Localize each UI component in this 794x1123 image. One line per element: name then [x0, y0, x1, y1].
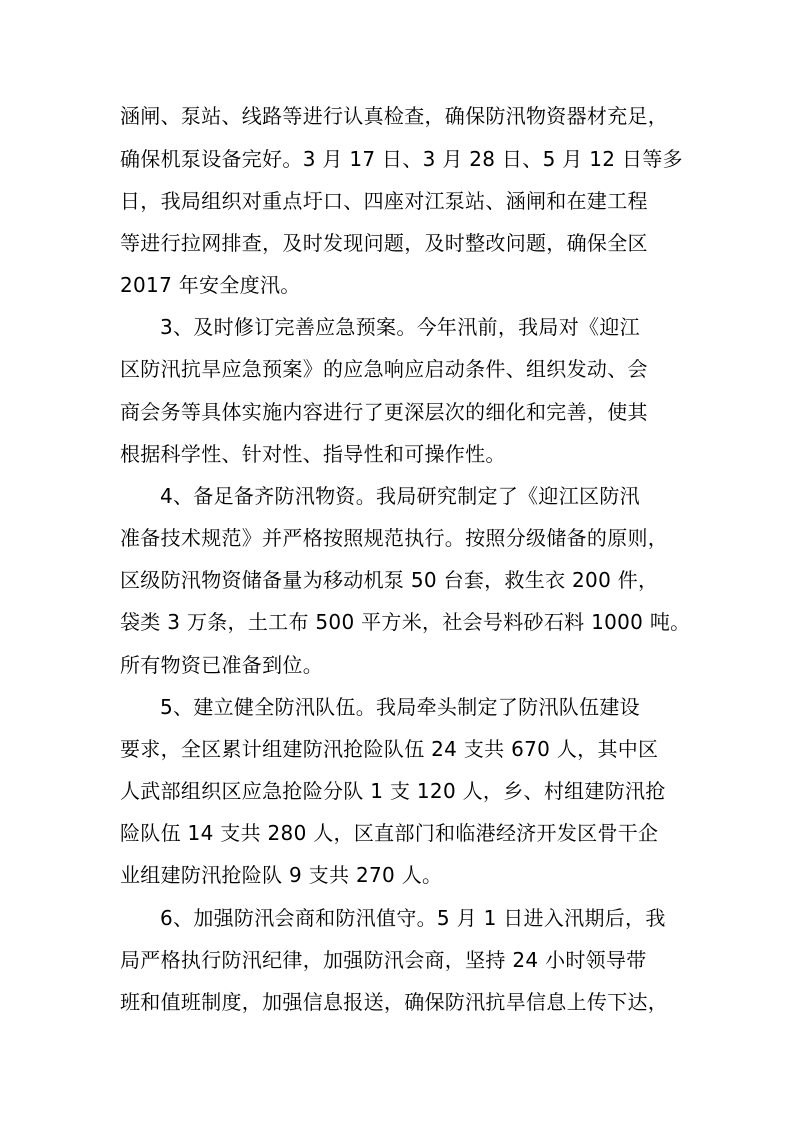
body-text-line: 人武部组织区应急抢险分队 1 支 120 人，乡、村组建防汛抢	[120, 779, 666, 803]
body-text-line: 准备技术规范》并严格按照规范执行。按照分级储备的原则，	[120, 526, 669, 550]
body-text-line: 班和值班制度，加强信息报送，确保防汛抗旱信息上传下达，	[120, 990, 669, 1014]
body-text-line: 险队伍 14 支共 280 人，区直部门和临港经济开发区骨干企	[120, 821, 659, 845]
paragraph-3-first-line: 3、及时修订完善应急预案。今年汛前，我局对《迎江	[160, 315, 640, 339]
body-text-line: 所有物资已准备到位。	[120, 653, 323, 677]
body-text-line: 区级防汛物资储备量为移动机泵 50 台套，救生衣 200 件，	[120, 568, 659, 592]
body-text-line: 日，我局组织对重点圩口、四座对江泵站、涵闸和在建工程	[120, 189, 648, 213]
paragraph-5-first-line: 5、建立健全防汛队伍。我局牵头制定了防汛队伍建设	[160, 695, 640, 719]
body-text-line: 要求，全区累计组建防汛抢险队伍 24 支共 670 人，其中区	[120, 737, 659, 761]
body-text-line: 根据科学性、针对性、指导性和可操作性。	[120, 442, 506, 466]
body-text-line: 2017 年安全度汛。	[120, 273, 301, 297]
body-text-line: 袋类 3 万条，土工布 500 平方米，社会号料砂石料 1000 吨。	[120, 610, 691, 634]
body-text-line: 区防汛抗旱应急预案》的应急响应启动条件、组织发动、会	[120, 357, 648, 381]
body-text-line: 涵闸、泵站、线路等进行认真检查，确保防汛物资器材充足，	[120, 104, 669, 128]
body-text-line: 业组建防汛抢险队 9 支共 270 人。	[120, 863, 443, 887]
body-text-line: 局严格执行防汛纪律，加强防汛会商，坚持 24 小时领导带	[120, 948, 647, 972]
paragraph-6-first-line: 6、加强防汛会商和防汛值守。5 月 1 日进入汛期后，我	[160, 906, 666, 930]
body-text-line: 商会务等具体实施内容进行了更深层次的细化和完善，使其	[120, 400, 648, 424]
body-text-line: 等进行拉网排查，及时发现问题，及时整改问题，确保全区	[120, 231, 648, 255]
paragraph-4-first-line: 4、备足备齐防汛物资。我局研究制定了《迎江区防汛	[160, 484, 640, 508]
body-text-line: 确保机泵设备完好。3 月 17 日、3 月 28 日、5 月 12 日等多	[120, 147, 683, 171]
